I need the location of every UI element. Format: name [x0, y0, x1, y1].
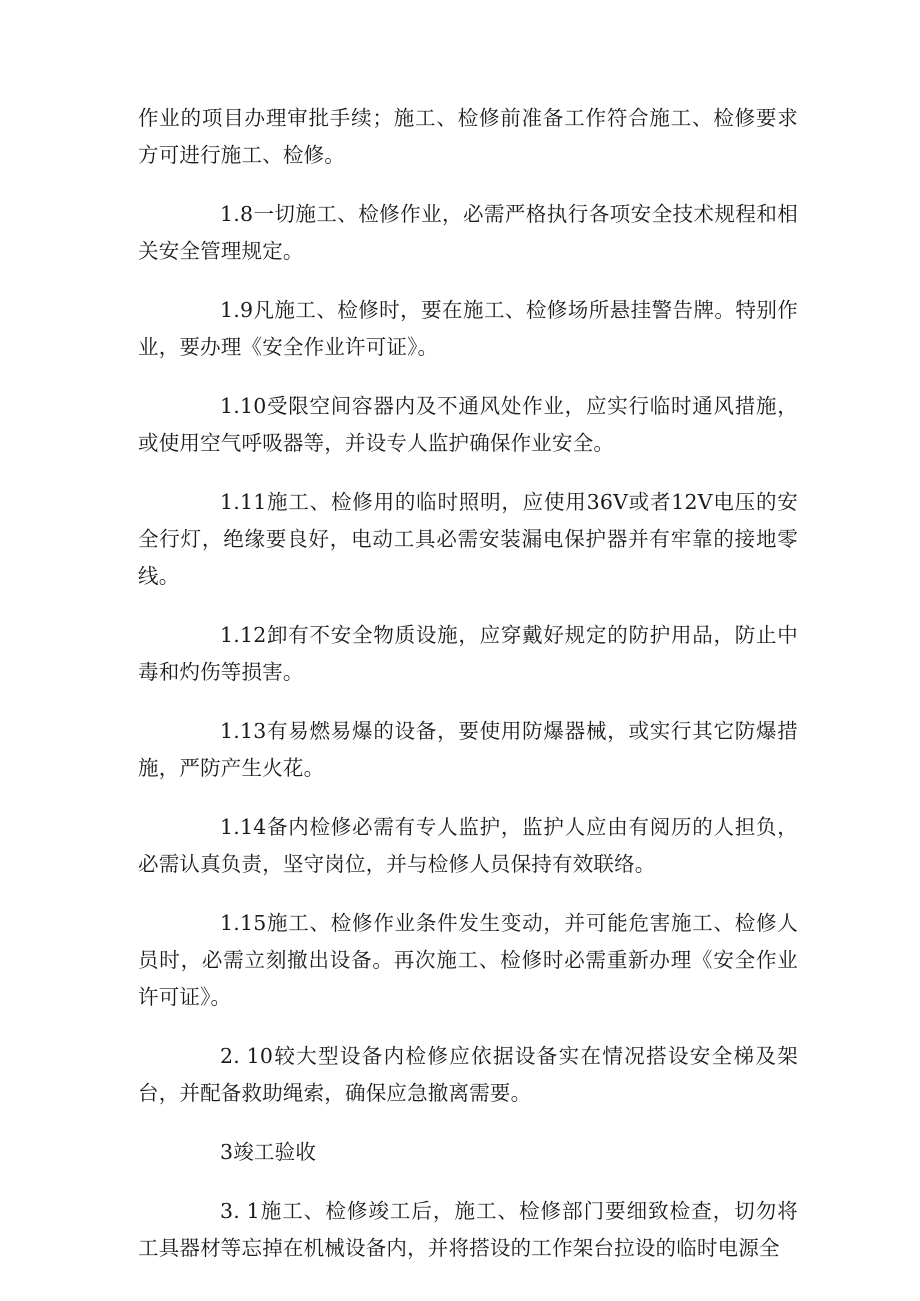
- paragraph-continuation: [138, 100, 798, 174]
- paragraph-3-1: [138, 1193, 798, 1267]
- paragraph-number: 1.10: [220, 394, 267, 418]
- paragraph-1-10: [138, 388, 798, 462]
- section-title: 竣工验收: [233, 1140, 317, 1164]
- paragraph-number: 2. 10: [220, 1044, 274, 1068]
- paragraph-1-12: [138, 617, 798, 691]
- paragraph-1-13: [138, 713, 798, 787]
- paragraph-text: 卸有不安全物质设施，应穿戴好规定的防护用品，防止中毒和灼伤等损害。: [138, 623, 798, 684]
- paragraph-1-9: [138, 292, 798, 366]
- paragraph-1-8: [138, 196, 798, 270]
- paragraph-text: 施工、检修用的临时照明，应使用36V或者12V电压的安全行灯，绝缘要良好，电动工具必需安装漏电保护器并有牢靠的接地零线。: [138, 490, 798, 588]
- paragraph-number: 1.13: [220, 719, 267, 743]
- section-heading-3: [138, 1134, 798, 1171]
- paragraph-text: 较大型设备内检修应依据设备实在情况搭设安全梯及架台，并配备救助绳索，确保应急撤离需要。: [138, 1044, 798, 1105]
- paragraph-text: 有易燃易爆的设备，要使用防爆器械，或实行其它防爆措施，严防产生火花。: [138, 719, 798, 780]
- section-number: 3: [220, 1140, 234, 1164]
- paragraph-number: 1.9: [220, 298, 254, 322]
- paragraph-text: 备内检修必需有专人监护，监护人应由有阅历的人担负，必需认真负责，坚守岗位，并与检修人员保持有效联络。: [138, 815, 798, 876]
- paragraph-2-10: [138, 1038, 798, 1112]
- paragraph-text: 施工、检修作业条件发生变动，并可能危害施工、检修人员时，必需立刻撤出设备。再次施工、检修时必需重新办理《安全作业许可证》。: [138, 911, 798, 1009]
- paragraph-1-15: [138, 905, 798, 1016]
- paragraph-text: 作业的项目办理审批手续；施工、检修前准备工作符合施工、检修要求方可进行施工、检修。: [138, 106, 798, 167]
- paragraph-text: 一切施工、检修作业，必需严格执行各项安全技术规程和相关安全管理规定。: [138, 202, 798, 263]
- document-body: [138, 100, 798, 1289]
- paragraph-number: 3. 1: [220, 1199, 260, 1223]
- paragraph-number: 1.14: [220, 815, 267, 839]
- paragraph-text: 受限空间容器内及不通风处作业，应实行临时通风措施，或使用空气呼吸器等，并设专人监护确保作业安全。: [138, 394, 798, 455]
- paragraph-number: 1.11: [220, 490, 267, 514]
- paragraph-1-14: [138, 809, 798, 883]
- paragraph-number: 1.12: [220, 623, 267, 647]
- paragraph-number: 1.15: [220, 911, 267, 935]
- paragraph-text: 施工、检修竣工后，施工、检修部门要细致检查，切勿将工具器材等忘掉在机械设备内，并将搭设的工作架台拉设的临时电源全: [138, 1199, 798, 1260]
- paragraph-text: 凡施工、检修时，要在施工、检修场所悬挂警告牌。特别作业，要办理《安全作业许可证》。: [138, 298, 798, 359]
- paragraph-1-11: [138, 484, 798, 595]
- paragraph-number: 1.8: [220, 202, 254, 226]
